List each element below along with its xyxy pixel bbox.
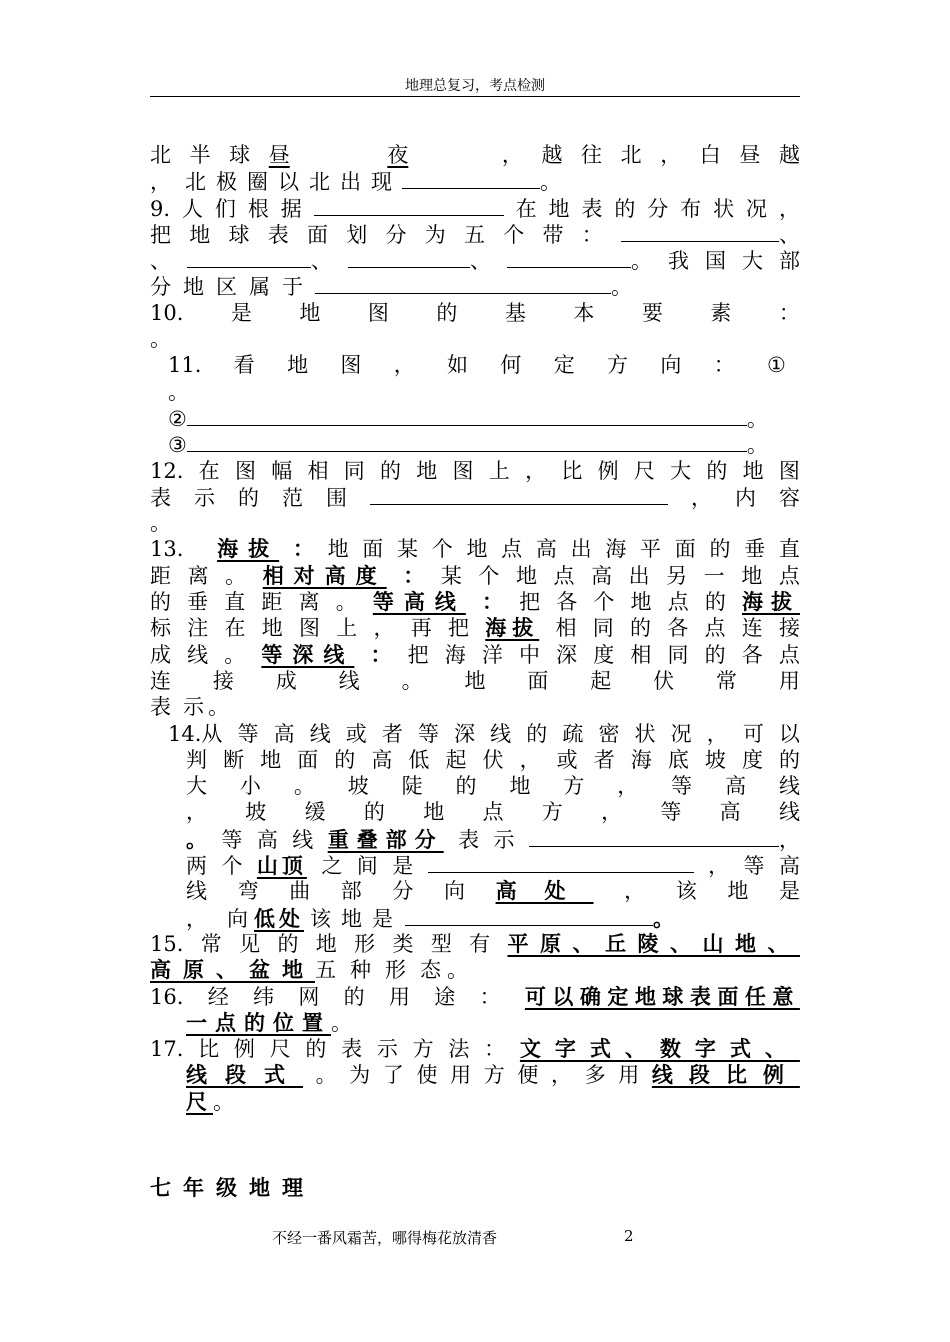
answer-blank[interactable]: [529, 826, 779, 847]
text-line: 17. 比 例 尺 的 表 示 方 法 ： 文字式、数字式、: [150, 1036, 800, 1062]
text-line: [150, 142, 800, 168]
text-line: 15. 常 见 的 地 形 类 型 有 平原、丘陵、山地、: [150, 930, 800, 956]
text-line: 线 弯 曲 部 分 向 高处 ， 该 地 是: [186, 878, 800, 904]
text-line: ， 北 极 圈 以 北 出 现 。: [150, 170, 561, 195]
answer-blank[interactable]: [507, 247, 631, 268]
answer-text: 一点的位置: [186, 1009, 331, 1035]
answer-text: 相对高度: [262, 562, 387, 588]
answer-text: 海拔: [741, 589, 800, 615]
answer-blank[interactable]: [405, 905, 653, 926]
page-footer: 不经一番风霜苦，哪得梅花放清香: [272, 1229, 498, 1247]
answer-text: 可以确定地球表面任意: [524, 983, 800, 1009]
text-line: 。: [168, 379, 189, 404]
text-char: 球: [229, 143, 251, 167]
text-line: 表 示 的 范 围 ， 内 容: [150, 485, 800, 510]
answer-text: 海拔: [217, 536, 280, 562]
text-line: 标 注 在 地 图 上 ， 再 把 海拔 相 同 的 各 点 连 接: [150, 615, 800, 641]
text-line: 10. 是 地 图 的 基 本 要 素 ：: [150, 300, 800, 325]
text-line: 12. 在 图 幅 相 同 的 地 图 上 ， 比 例 尺 大 的 地 图: [150, 458, 800, 483]
answer-text: 山顶: [256, 853, 307, 879]
answer-blank[interactable]: [370, 484, 668, 505]
answer-blank[interactable]: [315, 273, 611, 294]
text-char: 往: [581, 143, 603, 167]
answer-blank[interactable]: [187, 247, 311, 268]
section-title: 七年级地理: [150, 1175, 315, 1200]
text-line: 高原、盆地 五 种 形 态 。: [150, 957, 468, 983]
text-char: ，: [501, 143, 523, 167]
answer-text: 线段比例: [651, 1062, 800, 1088]
text-line: ② 。: [168, 406, 768, 431]
answer-blank[interactable]: [187, 405, 747, 426]
page-number: 2: [624, 1227, 634, 1245]
answer-text: 海拔: [485, 615, 540, 641]
text-char: 越: [778, 143, 800, 167]
answer-blank[interactable]: [428, 852, 694, 873]
text-line: ， 向 低处 该 地 是 。: [186, 905, 674, 931]
text-line: 两 个 山顶 之 间 是 ， 等 高: [186, 853, 800, 879]
text-line: 分 地 区 属 于 。: [150, 275, 632, 300]
text-char: ，: [660, 143, 682, 167]
answer-text: 文字式、数字式、: [519, 1036, 800, 1062]
text-line: 14.从 等 高 线 或 者 等 深 线 的 疏 密 状 况 ， 可 以: [168, 721, 800, 746]
answer-text: 等高线: [372, 589, 466, 615]
text-line: 表 示 。: [150, 695, 229, 720]
text-line: 、 、 、 。 我 国 大 部: [150, 249, 800, 274]
answer-text: 线段式: [186, 1062, 303, 1088]
text-line: 成 线 。 等深线 ： 把 海 洋 中 深 度 相 同 的 各 点: [150, 641, 800, 667]
text-char: 昼: [739, 143, 761, 167]
text-line: 11. 看 地 图 ， 如 何 定 方 向 ： ①: [168, 353, 786, 378]
worksheet-body: [150, 142, 800, 1115]
answer-blank[interactable]: [187, 431, 747, 452]
text-char: 北: [150, 143, 171, 167]
text-char: 白: [699, 143, 721, 167]
filled-blank: 夜: [387, 143, 409, 167]
text-line: 连 接 成 线 。 地 面 起 伏 常 用: [150, 668, 800, 693]
text-char: 越: [541, 143, 563, 167]
text-line: 。: [150, 327, 171, 352]
text-line: ③ 。: [168, 433, 768, 458]
text-line: 16. 经 纬 网 的 用 途 ： 可以确定地球表面任意: [150, 983, 800, 1009]
text-line: 大 小 。 坡 陡 的 地 方 ， 等 高 线: [186, 774, 800, 799]
text-line: 线段式 。 为 了 使 用 方 便 ， 多 用 线段比例: [186, 1062, 800, 1088]
answer-text: 尺: [186, 1088, 213, 1114]
text-line: 的 垂 直 距 离 。 等高线 ： 把 各 个 地 点 的 海拔: [150, 589, 800, 615]
answer-blank[interactable]: [621, 221, 779, 242]
text-line: 。: [150, 511, 171, 536]
answer-text: 低处: [254, 905, 304, 931]
answer-blank[interactable]: [314, 195, 504, 216]
text-line: 把 地 球 表 面 划 分 为 五 个 带 ： 、: [150, 222, 800, 247]
text-line: 。 等 高 线 重叠部分 表 示 ，: [186, 826, 800, 852]
text-char: 半: [189, 143, 211, 167]
text-line: ， 坡 缓 的 地 点 方 ， 等 高 线: [186, 800, 800, 825]
text-line: 尺 。: [186, 1088, 234, 1114]
answer-blank[interactable]: [402, 168, 540, 189]
answer-text: 高处: [495, 878, 594, 904]
answer-text: 重叠部分: [327, 826, 444, 852]
text-line: 9. 人 们 根 据 在 地 表 的 分 布 状 况 ，: [150, 196, 800, 221]
text-line: 13. 海拔 ： 地 面 某 个 地 点 高 出 海 平 面 的 垂 直: [150, 536, 800, 562]
answer-text: 平原、丘陵、山地、: [507, 930, 800, 956]
answer-text: 高原、盆地: [150, 957, 315, 983]
text-line: 一点的位置 。: [186, 1009, 352, 1035]
text-line: 距 离 。 相对高度 ： 某 个 地 点 高 出 另 一 地 点: [150, 562, 800, 588]
filled-blank: 昼: [268, 143, 290, 167]
text-char: 北: [620, 143, 642, 167]
page-header: 地理总复习，考点检测: [150, 76, 800, 97]
text-line: 判 断 地 面 的 高 低 起 伏 ， 或 者 海 底 坡 度 的: [186, 747, 800, 772]
answer-blank[interactable]: [348, 247, 470, 268]
answer-text: 等深线: [261, 641, 355, 667]
